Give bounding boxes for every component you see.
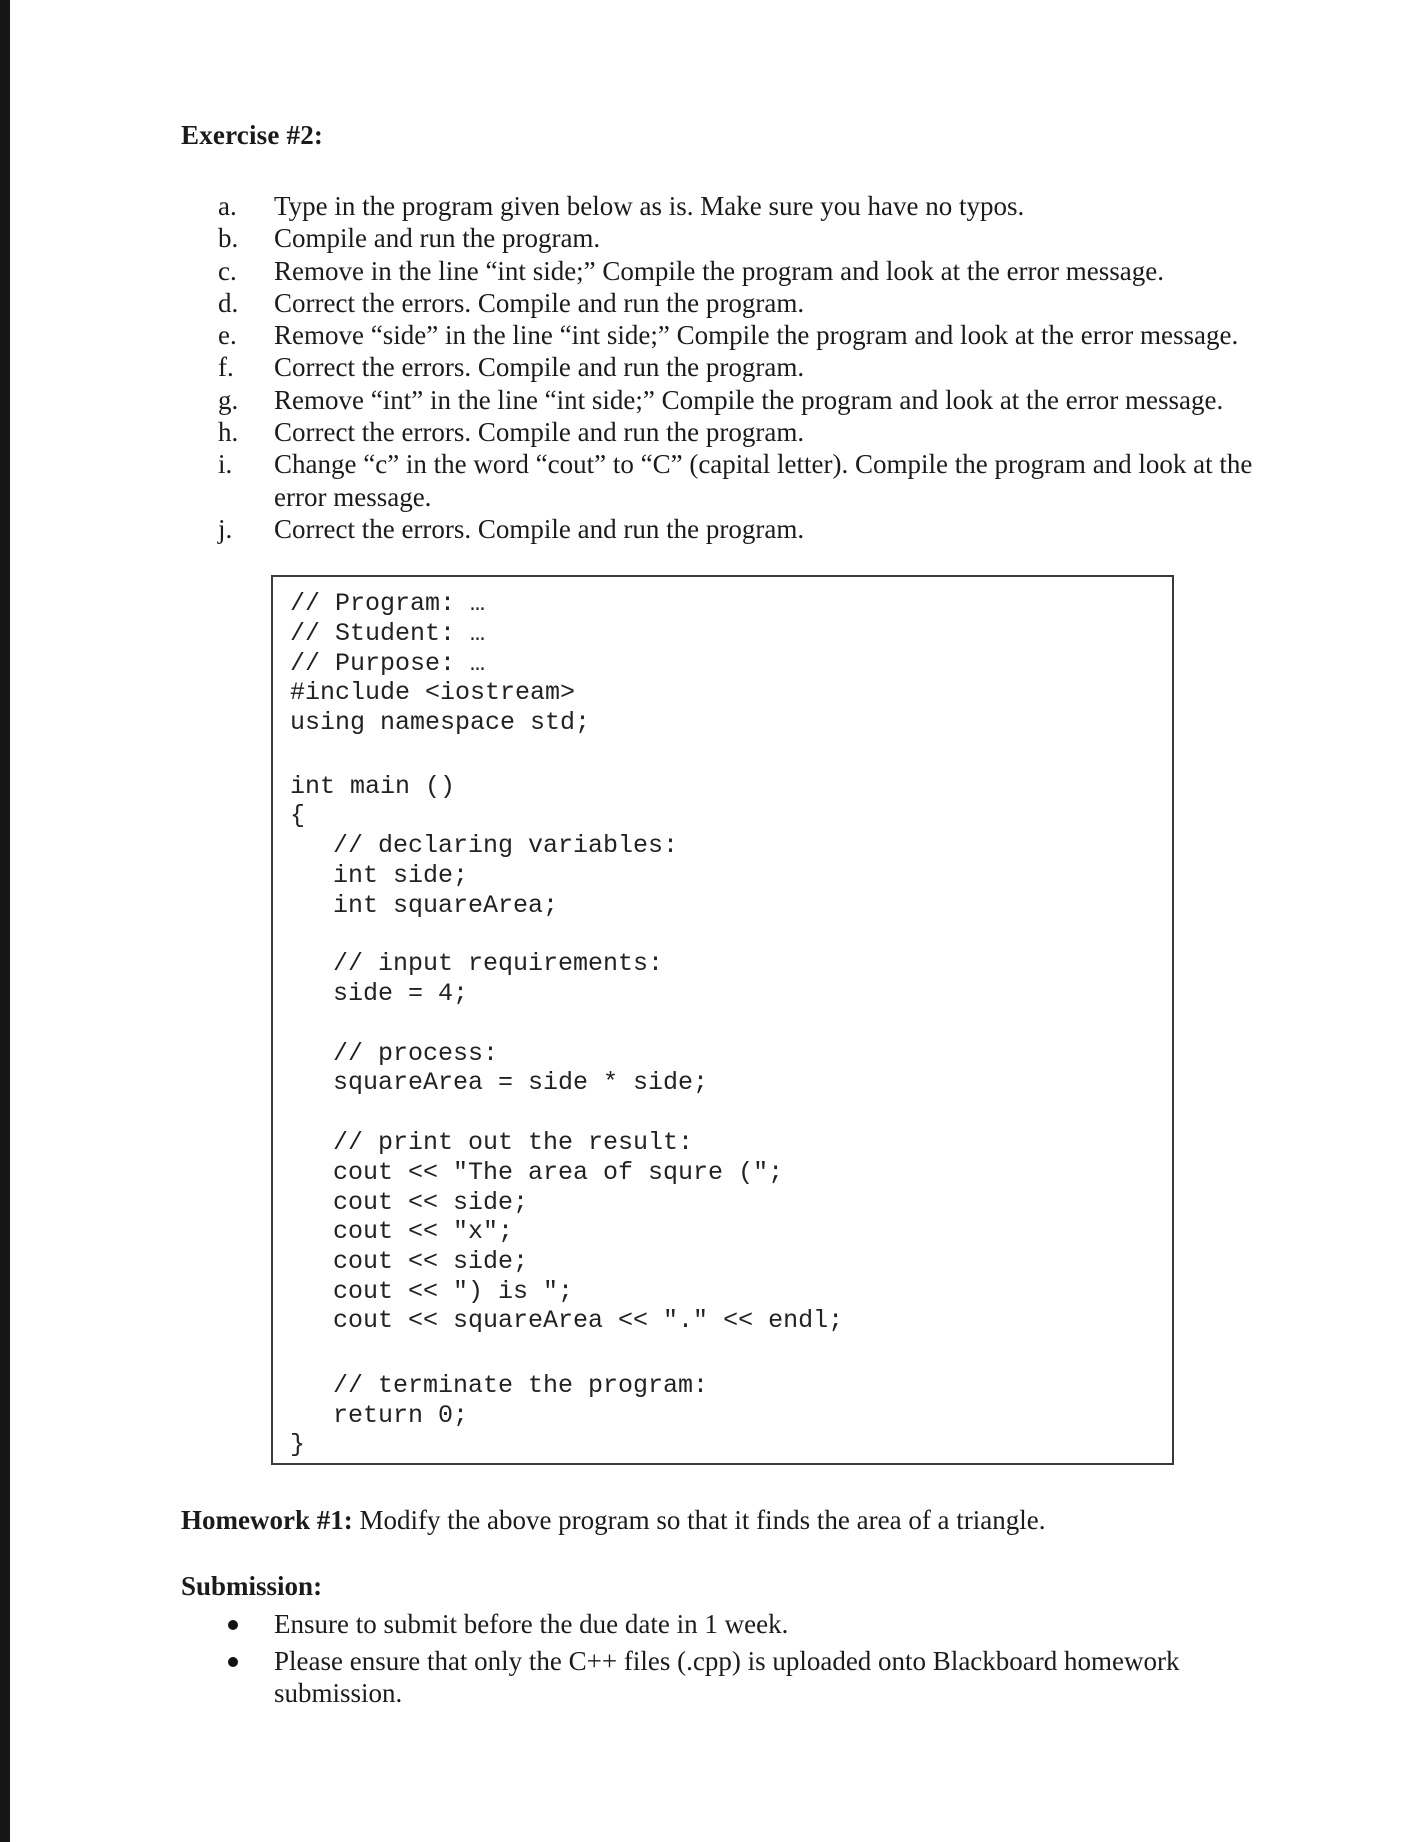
step-text: Correct the errors. Compile and run the program. — [274, 352, 805, 383]
submission-item-text: Please ensure that only the C++ files (.cpp) is uploaded onto Blackboard homework submission. — [274, 1645, 1180, 1708]
code-line: cout << "x"; — [333, 1217, 514, 1246]
list-item — [218, 513, 1278, 545]
code-line: // Program: … — [290, 589, 486, 618]
list-item — [218, 222, 1278, 254]
submission-list — [218, 1608, 1238, 1714]
exercise-steps-list — [218, 190, 1278, 545]
step-text: Compile and run the program. — [274, 223, 601, 254]
step-text: Remove in the line “int side;” Compile the program and look at the error message. — [274, 255, 1164, 286]
code-line: // print out the result: — [333, 1128, 694, 1157]
list-item — [218, 1608, 1238, 1641]
exercise-heading: Exercise #2: — [181, 120, 324, 150]
code-line: // process: — [333, 1039, 499, 1068]
step-marker: c. — [218, 255, 237, 286]
bullet-icon — [228, 1657, 238, 1667]
code-line: // declaring variables: — [333, 831, 679, 860]
step-text: Correct the errors. Compile and run the program. — [274, 287, 805, 318]
code-line: #include <iostream> — [290, 678, 576, 707]
code-listing-box — [271, 575, 1174, 1465]
submission-heading: Submission: — [181, 1571, 323, 1601]
list-item — [218, 287, 1278, 319]
code-line: cout << squareArea << "." << endl; — [333, 1306, 844, 1335]
screen-edge-bar — [0, 0, 10, 1842]
code-line: using namespace std; — [290, 708, 591, 737]
list-item — [218, 319, 1278, 351]
code-line: cout << side; — [333, 1247, 529, 1276]
homework-text: Modify the above program so that it finds the area of a triangle. — [352, 1505, 1046, 1535]
list-item — [218, 255, 1278, 287]
homework-line — [181, 1507, 1046, 1534]
code-line: cout << "The area of squre ("; — [333, 1158, 784, 1187]
submission-item-text: Ensure to submit before the due date in 1 week. — [274, 1609, 789, 1639]
list-item — [218, 416, 1278, 448]
code-line: // terminate the program: — [333, 1371, 709, 1400]
code-line: int main () — [290, 772, 456, 801]
code-line: return 0; — [333, 1401, 469, 1430]
code-line: { — [290, 801, 306, 830]
step-marker: b. — [218, 223, 239, 254]
list-item — [218, 448, 1278, 513]
code-line: int side; — [333, 861, 469, 890]
step-marker: i. — [218, 449, 233, 480]
list-item — [218, 384, 1278, 416]
homework-label: Homework #1: — [181, 1505, 353, 1535]
step-marker: e. — [218, 320, 237, 351]
step-marker: h. — [218, 417, 239, 448]
bullet-icon — [228, 1620, 238, 1630]
step-marker: f. — [218, 352, 234, 383]
code-line: squareArea = side * side; — [333, 1068, 709, 1097]
step-text: Change “c” in the word “cout” to “C” (capital letter). Compile the program and look at the error message. — [274, 449, 1253, 512]
code-line: cout << side; — [333, 1188, 529, 1217]
code-line: cout << ") is "; — [333, 1277, 574, 1306]
document-page — [10, 0, 1426, 1842]
list-item — [218, 1645, 1238, 1710]
list-item — [218, 351, 1278, 383]
step-text: Type in the program given below as is. Make sure you have no typos. — [274, 191, 1025, 221]
step-marker: d. — [218, 287, 239, 318]
step-text: Correct the errors. Compile and run the program. — [274, 417, 805, 448]
code-line: // Purpose: … — [290, 649, 486, 678]
step-text: Correct the errors. Compile and run the program. — [274, 513, 805, 544]
list-item — [218, 190, 1278, 222]
code-line: } — [290, 1430, 306, 1459]
code-line: side = 4; — [333, 979, 469, 1008]
code-line: // input requirements: — [333, 949, 664, 978]
step-text: Remove “side” in the line “int side;” Compile the program and look at the error message. — [274, 320, 1239, 351]
step-marker: j. — [218, 513, 233, 544]
code-line: // Student: … — [290, 619, 486, 648]
code-line: int squareArea; — [333, 891, 559, 920]
step-marker: a. — [218, 191, 237, 221]
step-marker: g. — [218, 384, 239, 415]
step-text: Remove “int” in the line “int side;” Compile the program and look at the error message. — [274, 384, 1224, 415]
